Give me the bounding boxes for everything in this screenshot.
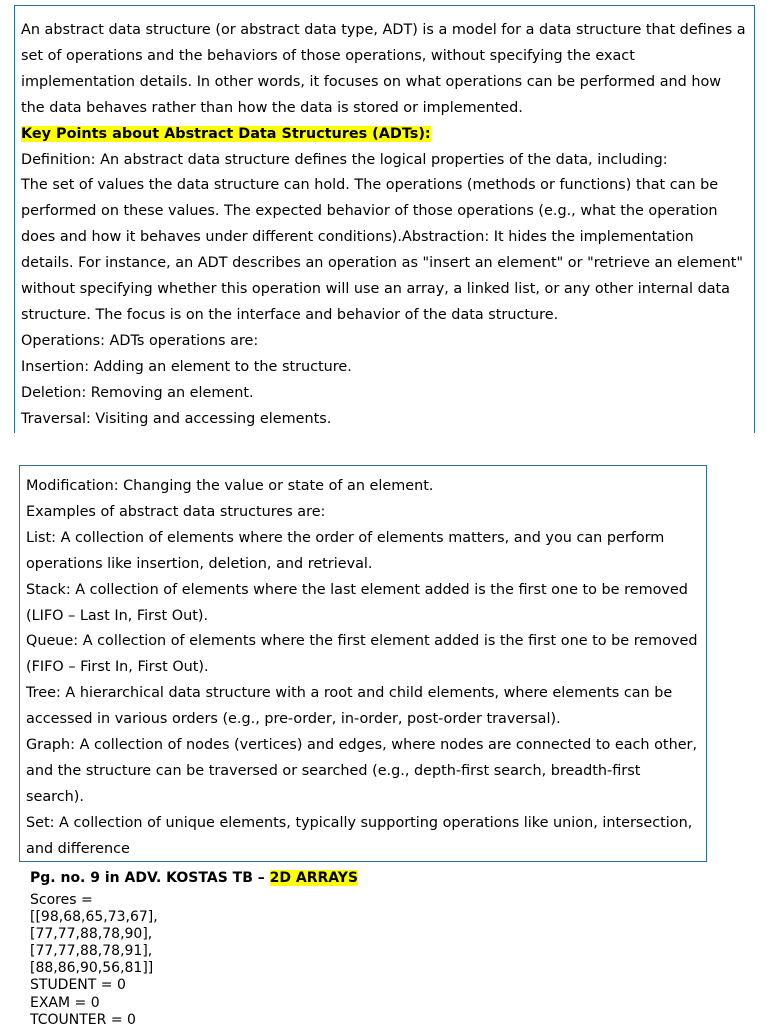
body-line: details. For instance, an ADT describes an operation as "insert an element" or "retrieve an element" — [21, 255, 743, 272]
body-line: structure. The focus is on the interface and behavior of the data structure. — [21, 306, 559, 323]
code-line: EXAM = 0 — [30, 994, 100, 1011]
body-line: Operations: ADTs operations are: — [21, 332, 259, 349]
intro-line: set of operations and the behaviors of those operations, without specifying the exact — [21, 47, 635, 64]
body-line: without specifying whether this operation will use an array, a linked list, or any other internal data — [21, 281, 730, 298]
heading-highlight: 2D ARRAYS — [269, 870, 358, 886]
example-line: List: A collection of elements where the order of elements matters, and you can perform — [26, 529, 665, 546]
code-line: [88,86,90,56,81]] — [30, 960, 154, 977]
example-line: Examples of abstract data structures are: — [26, 503, 326, 520]
example-line: Stack: A collection of elements where the last element added is the first one to be removed — [26, 581, 688, 598]
body-line: does and how it behaves under different conditions).Abstraction: It hides the implementation — [21, 229, 694, 246]
example-line: Modification: Changing the value or state of an element. — [26, 478, 434, 494]
example-line: (FIFO – First In, First Out). — [26, 659, 209, 676]
arrays-section — [30, 868, 750, 1029]
example-line: Graph: A collection of nodes (vertices) and edges, where nodes are connected to each other, — [26, 737, 698, 754]
code-line: [77,77,88,78,90], — [30, 926, 153, 943]
code-block — [30, 892, 750, 1029]
example-line: search). — [26, 788, 84, 805]
intro-line: implementation details. In other words, it focuses on what operations can be performed and how — [21, 73, 722, 90]
body-line: Definition: An abstract data structure defines the logical properties of the data, including: — [21, 151, 668, 168]
body-line: Insertion: Adding an element to the structure. — [21, 358, 352, 375]
example-line: and the structure can be traversed or searched (e.g., depth-first search, breadth-first — [26, 762, 641, 779]
code-line: STUDENT = 0 — [30, 977, 126, 994]
example-line: and difference — [26, 840, 130, 857]
intro-line: the data behaves rather than how the data is stored or implemented. — [21, 99, 523, 116]
code-line: Scores = — [30, 892, 93, 908]
intro-line: An abstract data structure (or abstract data type, ADT) is a model for a data structure that defines a — [21, 22, 746, 38]
body-line: Deletion: Removing an element. — [21, 384, 254, 401]
example-line: accessed in various orders (e.g., pre-order, in-order, post-order traversal). — [26, 711, 561, 728]
example-line: Tree: A hierarchical data structure with a root and child elements, where elements can be — [26, 685, 673, 702]
body-line: performed on these values. The expected behavior of those operations (e.g., what the operation — [21, 203, 718, 220]
example-line: Set: A collection of unique elements, typically supporting operations like union, intersection, — [26, 814, 693, 831]
body-line: The set of values the data structure can hold. The operations (methods or functions) that can be — [21, 177, 719, 194]
example-line: (LIFO – Last In, First Out). — [26, 607, 209, 624]
heading-prefix: Pg. no. 9 in ADV. KOSTAS TB – — [30, 870, 270, 886]
adt-intro-box — [14, 5, 755, 433]
key-points-heading: Key Points about Abstract Data Structures (ADTs): — [21, 125, 431, 142]
code-line: [77,77,88,78,91], — [30, 943, 153, 960]
example-line: operations like insertion, deletion, and retrieval. — [26, 555, 373, 572]
section-heading — [30, 868, 750, 889]
code-line: [[98,68,65,73,67], — [30, 909, 158, 926]
body-line: Traversal: Visiting and accessing elements. — [21, 410, 332, 427]
key-points-heading-line — [21, 122, 754, 148]
example-line: Queue: A collection of elements where the first element added is the first one to be removed — [26, 633, 698, 650]
code-line: TCOUNTER = 0 — [30, 1011, 136, 1028]
adt-examples-box — [19, 465, 707, 862]
